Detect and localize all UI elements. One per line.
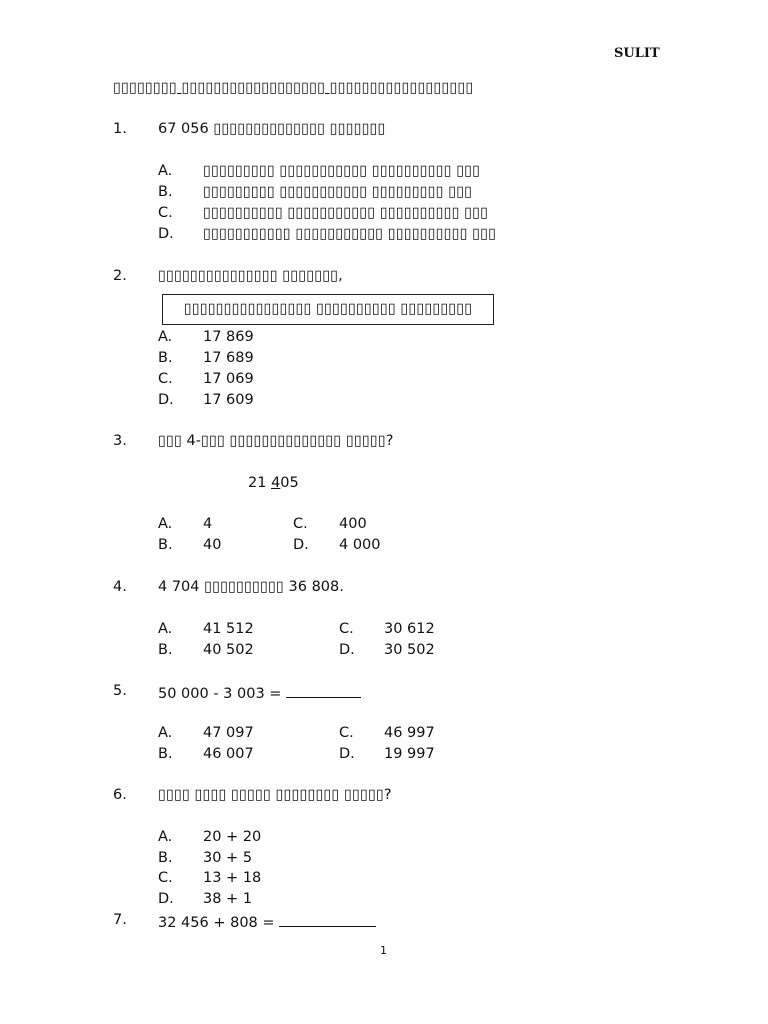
question-2-option-b-letter: B.	[158, 350, 173, 366]
question-6-option-a: 20 + 20	[203, 829, 262, 845]
question-3-number-display	[248, 475, 299, 491]
question-4-option-d-letter: D.	[339, 642, 355, 658]
question-3-text: ▯▯▯ 4-▯▯▯ ▯▯▯▯▯▯▯▯▯▯▯▯▯▯ ▯▯▯▯▯?	[158, 433, 394, 449]
question-2-option-c-letter: C.	[158, 371, 173, 387]
question-2-option-d-letter: D.	[158, 392, 174, 408]
question-1-option-c-letter: C.	[158, 205, 173, 221]
question-5-option-c: 46 997	[384, 725, 435, 741]
question-2-option-b: 17 689	[203, 350, 254, 366]
question-7-answer-blank	[279, 912, 376, 927]
question-5-option-c-letter: C.	[339, 725, 354, 741]
question-1-number: 1.	[113, 121, 127, 137]
question-4-option-c: 30 612	[384, 621, 435, 637]
question-5-option-d-letter: D.	[339, 746, 355, 762]
question-7-line	[158, 912, 376, 931]
question-4-option-b: 40 502	[203, 642, 254, 658]
question-2-option-a: 17 869	[203, 329, 254, 345]
question-3-option-b-letter: B.	[158, 537, 173, 553]
question-6-option-b: 30 + 5	[203, 850, 253, 866]
question-2-boxed-text: ▯▯▯▯▯▯▯▯▯▯▯▯▯▯▯▯ ▯▯▯▯▯▯▯▯▯▯ ▯▯▯▯▯▯▯▯▯	[162, 294, 494, 325]
question-1-option-a: ▯▯▯▯▯▯▯▯▯ ▯▯▯▯▯▯▯▯▯▯▯ ▯▯▯▯▯▯▯▯▯▯ ▯▯▯	[203, 163, 481, 179]
question-2-option-d: 17 609	[203, 392, 254, 408]
question-1-option-d: ▯▯▯▯▯▯▯▯▯▯▯ ▯▯▯▯▯▯▯▯▯▯▯ ▯▯▯▯▯▯▯▯▯▯ ▯▯▯	[203, 226, 497, 242]
question-5-option-a-letter: A.	[158, 725, 173, 741]
question-3-option-a-letter: A.	[158, 516, 173, 532]
question-6-option-b-letter: B.	[158, 850, 173, 866]
question-6-option-d-letter: D.	[158, 891, 174, 907]
question-3-option-d: 4 000	[339, 537, 381, 553]
question-5-option-d: 19 997	[384, 746, 435, 762]
question-1-option-c: ▯▯▯▯▯▯▯▯▯▯ ▯▯▯▯▯▯▯▯▯▯▯ ▯▯▯▯▯▯▯▯▯▯ ▯▯▯	[203, 205, 489, 221]
question-1-option-d-letter: D.	[158, 226, 174, 242]
question-4-text: 4 704 ▯▯▯▯▯▯▯▯▯▯ 36 808.	[158, 579, 344, 595]
question-5-answer-blank	[286, 683, 361, 698]
question-6-option-c: 13 + 18	[203, 870, 262, 886]
question-4-option-b-letter: B.	[158, 642, 173, 658]
question-5-option-b-letter: B.	[158, 746, 173, 762]
question-3-option-c: 400	[339, 516, 367, 532]
question-4-option-d: 30 502	[384, 642, 435, 658]
page-number: 1	[380, 944, 387, 957]
question-6-option-a-letter: A.	[158, 829, 173, 845]
question-3-option-c-letter: C.	[293, 516, 308, 532]
question-3-option-d-letter: D.	[293, 537, 309, 553]
question-2-option-a-letter: A.	[158, 329, 173, 345]
question-5-option-a: 47 097	[203, 725, 254, 741]
question-6-text: ▯▯▯▯ ▯▯▯▯ ▯▯▯▯▯ ▯▯▯▯▯▯▯▯ ▯▯▯▯▯?	[158, 787, 392, 803]
question-5-text: 50 000 - 3 003 =	[158, 686, 287, 702]
question-4-number: 4.	[113, 579, 127, 595]
question-6-number: 6.	[113, 787, 127, 803]
header-mark: SULIT	[614, 46, 660, 61]
question-1-option-b: ▯▯▯▯▯▯▯▯▯ ▯▯▯▯▯▯▯▯▯▯▯ ▯▯▯▯▯▯▯▯▯ ▯▯▯	[203, 184, 473, 200]
question-7-text: 32 456 + 808 =	[158, 915, 280, 931]
question-1-text: 67 056 ▯▯▯▯▯▯▯▯▯▯▯▯▯▯ ▯▯▯▯▯▯▯	[158, 121, 386, 137]
question-1-option-b-letter: B.	[158, 184, 173, 200]
question-2-text: ▯▯▯▯▯▯▯▯▯▯▯▯▯▯▯ ▯▯▯▯▯▯▯,	[158, 268, 343, 284]
question-1-option-a-letter: A.	[158, 163, 173, 179]
question-3-option-b: 40	[203, 537, 222, 553]
question-7-number: 7.	[113, 912, 127, 928]
question-3-underlined-digit: 4	[271, 475, 281, 491]
page-title: ▯▯▯▯▯▯▯▯ ▯▯▯▯▯▯▯▯▯▯▯▯▯▯▯▯▯▯ ▯▯▯▯▯▯▯▯▯▯▯▯▯▯▯▯▯▯	[113, 80, 474, 96]
question-4-option-a: 41 512	[203, 621, 254, 637]
question-3-number: 3.	[113, 433, 127, 449]
question-2-number: 2.	[113, 268, 127, 284]
question-3-number-suffix: 05	[280, 475, 299, 491]
question-3-number-prefix: 21	[248, 475, 272, 491]
question-5-option-b: 46 007	[203, 746, 254, 762]
question-3-option-a: 4	[203, 516, 213, 532]
question-5-number: 5.	[113, 683, 127, 699]
question-4-option-c-letter: C.	[339, 621, 354, 637]
question-6-option-d: 38 + 1	[203, 891, 253, 907]
question-2-option-c: 17 069	[203, 371, 254, 387]
question-4-option-a-letter: A.	[158, 621, 173, 637]
question-6-option-c-letter: C.	[158, 870, 173, 886]
question-5-line	[158, 683, 361, 702]
